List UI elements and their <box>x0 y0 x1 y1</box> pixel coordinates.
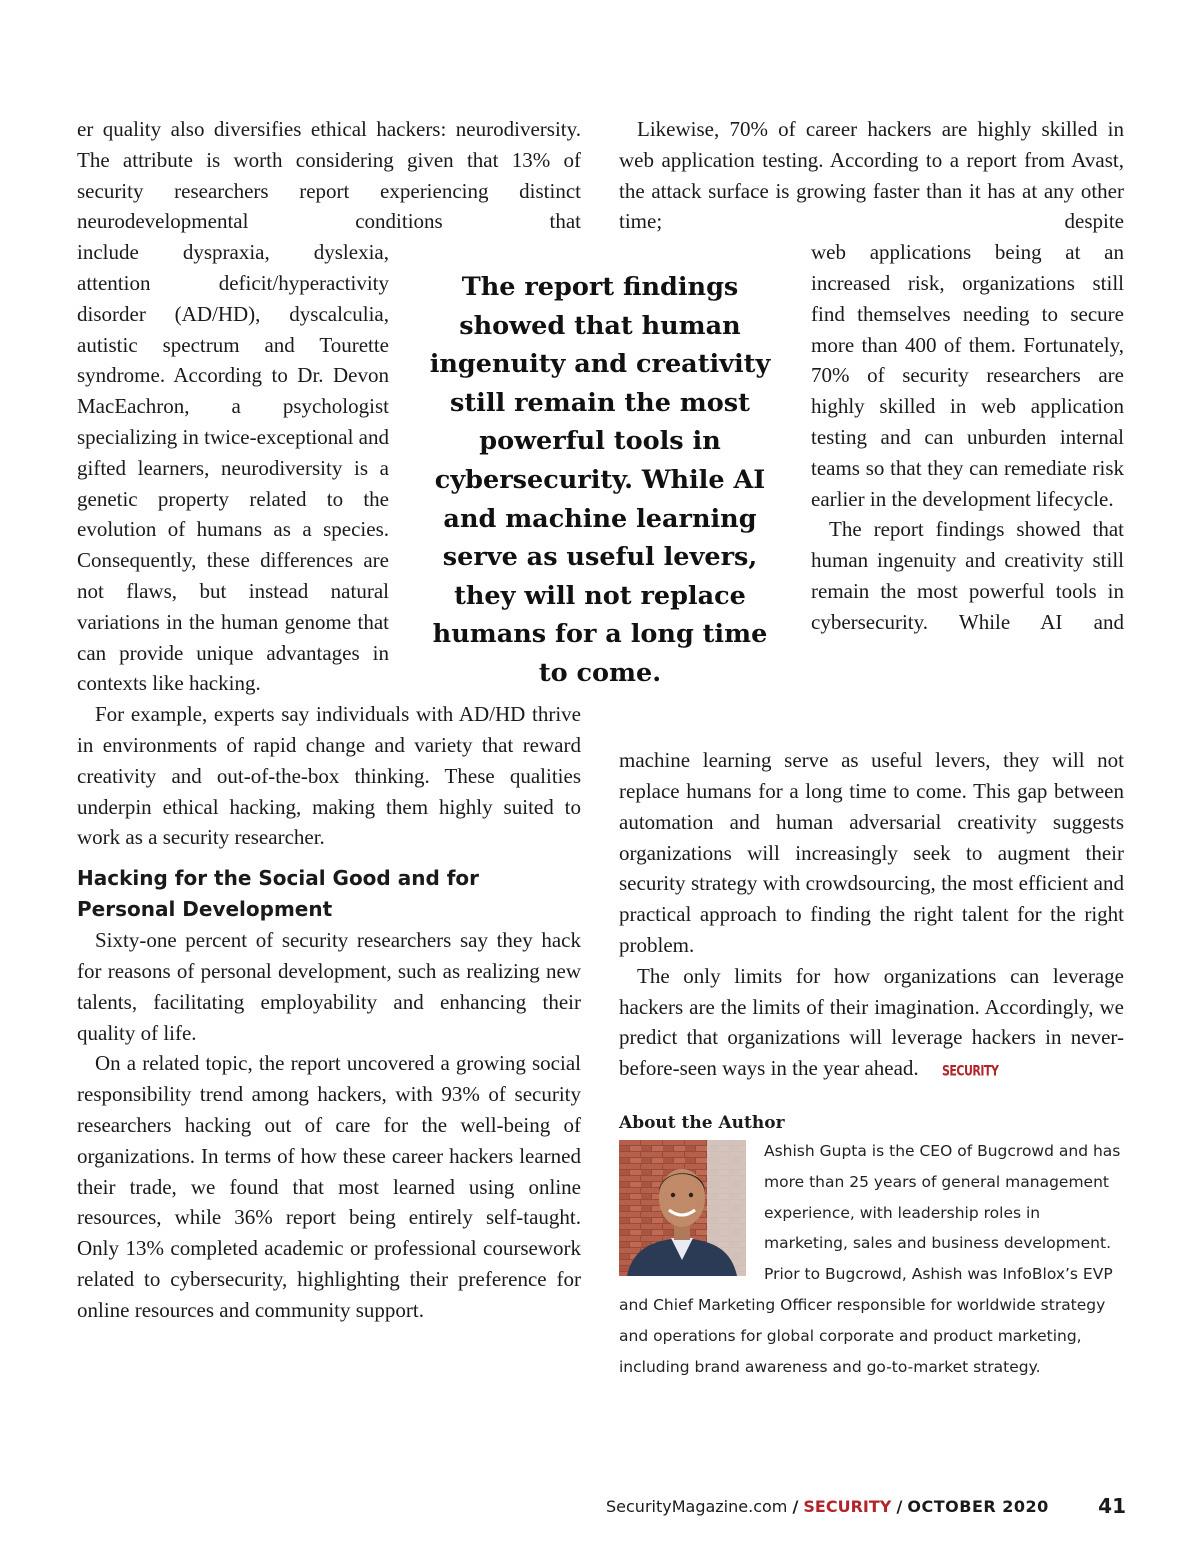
page-footer <box>606 1494 1126 1525</box>
pull-quote-text: The report findings showed that human ingenuity and creativity still remain the most powerful tools in cybersecurity. While AI and machine learning serve as useful levers, they will not replace humans for a long time to come. <box>429 272 771 688</box>
right-paragraph-3-text: The only limits for how organizations can leverage hackers are the limits of their imagination. Accordingly, we predict that organizations will leverage hackers in never-before-seen ways in the year ahead. <box>619 963 1124 1081</box>
footer-issue: OCTOBER 2020 <box>907 1497 1049 1516</box>
security-end-mark: SECURITY <box>941 1063 999 1080</box>
pull-quote-spacer <box>619 237 811 745</box>
right-column <box>619 114 1124 1382</box>
about-author-heading: About the Author <box>619 1112 785 1133</box>
right-paragraph-2-wrapped: The report findings showed that human ingenuity and creativity still remain the most powerful tools in cybersecurity. While AI and <box>811 517 1124 634</box>
author-photo <box>619 1140 746 1276</box>
left-paragraph-1-wrapped: include dyspraxia, dyslexia, attention deficit/hyperactivity disorder (AD/HD), dyscalculia, autistic spectrum and Tourette syndrome. According to Dr. Devon MacEachron, a psychologist specializing in twice-exceptional and gifted learners, neurodiversity is a genetic property related to the evolution of humans as a species. Consequently, these differences are not flaws, but instead natural variations in the human genome that can provide unique advantages in contexts like hacking. <box>77 240 389 696</box>
left-paragraph-2: For example, experts say individuals with AD/HD thrive in environments of rapid change and variety that reward creativity and out-of-the-box thinking. These qualities underpin ethical hacking, making them highly suited to work as a security researcher. <box>77 702 581 850</box>
spacer <box>619 1088 1124 1110</box>
footer-site: SecurityMagazine.com <box>606 1497 788 1516</box>
footer-brand: SECURITY <box>803 1497 892 1516</box>
left-paragraph-4: On a related topic, the report uncovered a growing social responsibility trend among hackers, with 93% of security researchers hacking out of care for the well-being of organizations. In terms of how these career hackers learned their trade, we found that most learned using online resources, while 36% report being entirely self-taught. Only 13% completed academic or professional coursework related to cybersecurity, highlighting their preference for online resources and community support. <box>77 1051 581 1322</box>
page-number: 41 <box>1098 1494 1126 1518</box>
about-author-block <box>619 1136 1124 1382</box>
section-subhead: Hacking for the Social Good and for Personal Development <box>77 866 480 922</box>
footer-separator-2: / <box>896 1497 903 1516</box>
left-paragraph-3: Sixty-one percent of security researchers say they hack for reasons of personal development, such as realizing new talents, facilitating employability and enhancing their quality of life. <box>77 928 581 1045</box>
left-paragraph-1-top: er quality also diversifies ethical hackers: neurodiversity. The attribute is worth considering given that 13% of security researchers report experiencing distinct neurodevelopmental conditions that <box>77 117 581 234</box>
right-paragraph-2-rest: machine learning serve as useful levers, they will not replace humans for a long time to come. This gap between automation and human adversarial creativity suggests organizations will increasingly seek to augment their security strategy with crowdsourcing, the most efficient and practical approach to finding the right talent for the right problem. <box>619 748 1124 957</box>
author-bio: Ashish Gupta is the CEO of Bugcrowd and has more than 25 years of general management experience, with leadership roles in marketing, sales and business development. Prior to Bugcrowd, Ashish was InfoBlox’s EVP and Chief Marketing Officer responsible for worldwide strategy and operations for global corporate and product marketing, including brand awareness and go-to-market strategy. <box>619 1141 1121 1376</box>
footer-separator-1: / <box>792 1497 799 1516</box>
right-paragraph-1-wrapped: web applications being at an increased risk, organizations still find themselves needing to secure more than 400 of them. Fortunately, 70% of security researchers are highly skilled in web application testing and can unburden internal teams so that they can remediate risk earlier in the development lifecycle. <box>811 240 1124 511</box>
right-paragraph-1-top: Likewise, 70% of career hackers are highly skilled in web application testing. According to a report from Avast, the attack surface is growing faster than it has at any other time; despite <box>619 117 1124 234</box>
right-paragraph-3 <box>619 961 1124 1088</box>
